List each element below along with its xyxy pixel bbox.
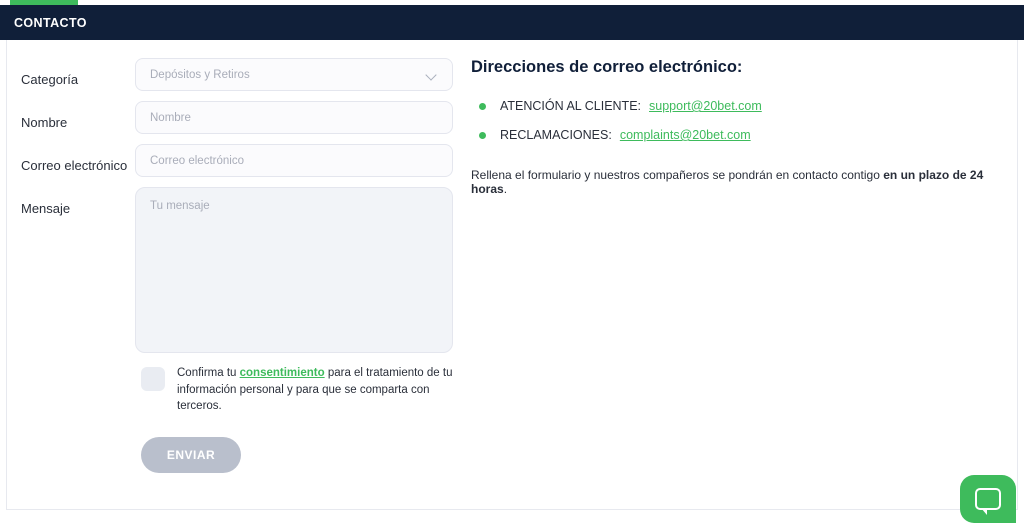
contact-list (479, 99, 1011, 142)
list-item (479, 99, 1011, 113)
field-category (15, 58, 467, 91)
chat-widget-button[interactable] (960, 475, 1016, 523)
field-email (15, 144, 467, 177)
contact-label: ATENCIÓN AL CLIENTE: (500, 99, 642, 113)
category-select[interactable] (135, 58, 453, 91)
consent-row (141, 365, 461, 415)
page-title: CONTACTO (14, 15, 87, 30)
contact-email-link[interactable]: complaints@20bet.com (619, 128, 751, 142)
email-placeholder: Correo electrónico (150, 154, 244, 167)
consent-text-before: Confirma tu (177, 367, 240, 379)
chat-bubble-icon (975, 488, 1001, 510)
email-info-section (471, 58, 1011, 196)
response-time-note (471, 168, 1011, 196)
consent-text (177, 365, 461, 415)
email-label: Correo electrónico (21, 158, 128, 173)
contact-panel (6, 40, 1018, 510)
contact-label: RECLAMACIONES: (500, 128, 612, 142)
note-text-after: . (503, 182, 508, 196)
bullet-icon (479, 103, 486, 110)
submit-button[interactable]: ENVIAR (141, 437, 241, 473)
field-message (15, 187, 467, 353)
contact-form (15, 58, 467, 473)
chevron-down-icon (426, 69, 438, 81)
consent-checkbox[interactable] (141, 367, 165, 391)
page-header (0, 5, 1024, 40)
note-text-before: Rellena el formulario y nuestros compañeros se pondrán en contacto contigo (471, 168, 884, 182)
email-input[interactable] (135, 144, 453, 177)
email-info-title: Direcciones de correo electrónico: (471, 58, 743, 76)
category-selected-value: Depósitos y Retiros (150, 68, 250, 81)
list-item (479, 128, 1011, 142)
name-placeholder: Nombre (150, 111, 191, 124)
consent-link[interactable]: consentimiento (239, 367, 325, 379)
message-placeholder: Tu mensaje (150, 200, 210, 212)
note-text-bold: en un plazo de 24 horas (471, 168, 984, 196)
contact-email-link[interactable]: support@20bet.com (649, 99, 762, 113)
message-label: Mensaje (21, 201, 71, 216)
category-label: Categoría (21, 72, 79, 87)
field-name (15, 101, 467, 134)
name-label: Nombre (21, 115, 68, 130)
consent-text-after: para el tratamiento de tu información personal y para que se comparta con terceros. (177, 367, 453, 413)
name-input[interactable] (135, 101, 453, 134)
message-textarea[interactable] (135, 187, 453, 353)
bullet-icon (479, 132, 486, 139)
